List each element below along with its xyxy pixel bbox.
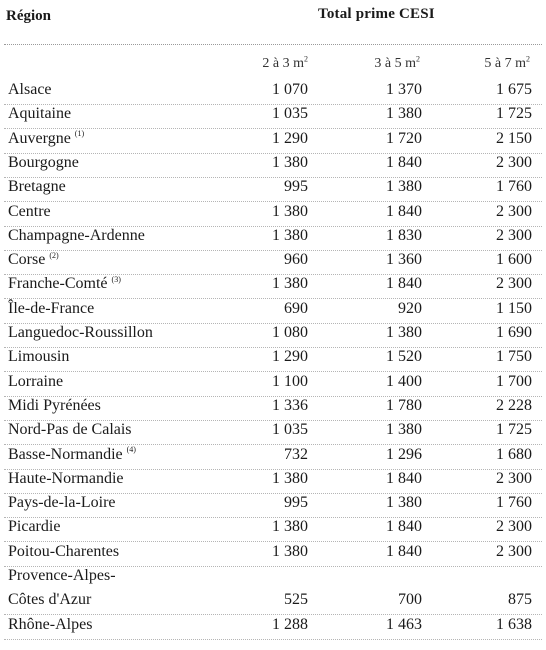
region-label: Languedoc-Roussillon: [8, 324, 153, 341]
value-cell-col3: 2 150: [496, 129, 532, 147]
value-cell-col3: 1 750: [496, 348, 532, 366]
value-cell-col2: 1 380: [386, 421, 422, 439]
value-cell-col1: 1 100: [272, 372, 308, 390]
footnote-marker: (4): [126, 445, 136, 455]
table-row: [0, 227, 546, 251]
region-name: [8, 397, 101, 415]
value-cell-col3: 875: [508, 591, 532, 609]
value-cell-col3: 1 675: [496, 81, 532, 98]
region-label: Limousin: [8, 348, 70, 366]
region-name: [8, 421, 132, 439]
region-name: [8, 251, 59, 269]
footnote-marker: (3): [111, 275, 121, 285]
region-name: [8, 130, 84, 148]
region-label: Côtes d'Azur: [8, 591, 92, 609]
region-name: [8, 373, 63, 391]
value-cell-col1: 732: [284, 445, 308, 463]
table-row: [0, 373, 546, 397]
value-cell-col1: 1 070: [272, 81, 308, 98]
table-row: [0, 470, 546, 494]
region-label: Centre: [8, 202, 51, 220]
value-cell-col3: 1 760: [496, 494, 532, 512]
table-row: [0, 543, 546, 567]
table-row: [0, 105, 546, 129]
value-cell-col1: 1 380: [272, 153, 308, 171]
table-row: [0, 567, 546, 591]
value-cell-col2: 1 840: [386, 275, 422, 293]
region-name: [8, 178, 66, 196]
value-cell-col1: 1 336: [272, 396, 308, 414]
table-row: [0, 616, 546, 640]
value-cell-col1: 1 380: [272, 275, 308, 293]
region-label: Picardie: [8, 518, 61, 536]
region-name: [8, 154, 79, 172]
value-cell-col3: 1 638: [496, 615, 532, 633]
value-cell-col2: 1 463: [386, 615, 422, 633]
region-label: Alsace: [8, 81, 52, 98]
region-name: [8, 227, 145, 245]
region-name: [8, 616, 92, 634]
value-cell-col1: 690: [284, 299, 308, 317]
value-cell-col2: 1 370: [386, 81, 422, 98]
value-cell-col3: 2 300: [496, 542, 532, 560]
region-name: [8, 324, 153, 342]
region-label: Île-de-France: [8, 299, 95, 317]
region-label: Lorraine: [8, 372, 64, 390]
header-rule: [4, 44, 542, 45]
region-name: [8, 203, 51, 221]
table-row: [0, 300, 546, 324]
region-name: [8, 275, 121, 293]
value-cell-col2: 1 840: [386, 469, 422, 487]
col-header-3-sup: 2: [526, 54, 530, 64]
value-cell-col1: 995: [284, 178, 308, 196]
col-header-3: [470, 56, 530, 72]
value-cell-col3: 2 300: [496, 275, 532, 293]
value-cell-col2: 920: [398, 299, 422, 317]
value-cell-col2: 1 296: [386, 445, 422, 463]
value-cell-col2: 1 380: [386, 105, 422, 123]
value-cell-col2: 700: [398, 591, 422, 609]
value-cell-col3: 1 150: [496, 299, 532, 317]
value-cell-col1: 1 290: [272, 129, 308, 147]
value-cell-col2: 1 840: [386, 518, 422, 536]
region-name: [8, 446, 136, 464]
table-row: [0, 348, 546, 372]
value-cell-col1: 1 290: [272, 348, 308, 366]
value-cell-col1: 1 035: [272, 105, 308, 123]
col-header-1-label: 2 à 3 m: [262, 56, 304, 71]
value-cell-col1: 995: [284, 494, 308, 512]
value-cell-col2: 1 400: [386, 372, 422, 390]
value-cell-col3: 1 680: [496, 445, 532, 463]
value-cell-col2: 1 840: [386, 542, 422, 560]
region-label: Bretagne: [8, 178, 66, 196]
table-row: [0, 324, 546, 348]
col-header-1: [250, 56, 308, 72]
value-cell-col1: 1 380: [272, 518, 308, 536]
region-label: Bourgogne: [8, 153, 79, 171]
region-label: Rhône-Alpes: [8, 615, 93, 633]
table-row: [0, 81, 546, 105]
region-label: Midi Pyrénées: [8, 396, 101, 414]
total-prime-header: Total prime CESI: [318, 6, 435, 22]
region-label: Franche-Comté: [8, 275, 108, 293]
region-name: [8, 591, 91, 609]
col-header-2: [362, 56, 420, 72]
value-cell-col2: 1 840: [386, 202, 422, 220]
region-name: [8, 494, 116, 512]
value-cell-col1: 525: [284, 591, 308, 609]
value-cell-col1: 960: [284, 251, 308, 269]
value-cell-col2: 1 780: [386, 396, 422, 414]
value-cell-col1: 1 080: [272, 324, 308, 341]
table-row: [0, 203, 546, 227]
region-name: [8, 518, 60, 536]
region-label: Basse-Normandie: [8, 445, 123, 463]
table-row: [0, 275, 546, 299]
value-cell-col2: 1 380: [386, 324, 422, 341]
value-cell-col3: 2 300: [496, 518, 532, 536]
value-cell-col3: 2 300: [496, 469, 532, 487]
table-row: [0, 130, 546, 154]
col-header-2-sup: 2: [416, 54, 420, 64]
region-name: [8, 81, 52, 99]
region-name: [8, 300, 94, 318]
footnote-marker: (2): [49, 250, 59, 260]
region-label: Auvergne: [8, 129, 71, 147]
table-row: [0, 446, 546, 470]
value-cell-col3: 1 760: [496, 178, 532, 196]
region-name: [8, 567, 116, 585]
value-cell-col3: 1 725: [496, 105, 532, 123]
region-name: [8, 348, 69, 366]
region-label: Pays-de-la-Loire: [8, 494, 116, 512]
table-row: [0, 397, 546, 421]
value-cell-col2: 1 830: [386, 226, 422, 244]
value-cell-col3: 1 600: [496, 251, 532, 269]
table-row: [0, 178, 546, 202]
table-row: [0, 421, 546, 445]
value-cell-col1: 1 380: [272, 469, 308, 487]
value-cell-col2: 1 840: [386, 153, 422, 171]
table-row: [0, 154, 546, 178]
table-row: [0, 518, 546, 542]
table-row: [0, 251, 546, 275]
value-cell-col1: 1 380: [272, 226, 308, 244]
value-cell-col2: 1 360: [386, 251, 422, 269]
region-label: Champagne-Ardenne: [8, 226, 145, 244]
value-cell-col2: 1 380: [386, 494, 422, 512]
region-label: Poitou-Charentes: [8, 542, 120, 560]
value-cell-col2: 1 520: [386, 348, 422, 366]
value-cell-col3: 1 690: [496, 324, 532, 341]
col-header-1-sup: 2: [304, 54, 308, 64]
value-cell-col1: 1 035: [272, 421, 308, 439]
value-cell-col1: 1 288: [272, 615, 308, 633]
value-cell-col3: 1 700: [496, 372, 532, 390]
region-name: [8, 543, 119, 561]
footnote-marker: (1): [74, 129, 85, 139]
value-cell-col2: 1 380: [386, 178, 422, 196]
region-label: Provence-Alpes-: [8, 567, 116, 584]
value-cell-col3: 2 300: [496, 153, 532, 171]
region-name: [8, 105, 71, 123]
col-header-2-label: 3 à 5 m: [374, 56, 416, 71]
region-column-header: Région: [6, 8, 51, 24]
region-label: Haute-Normandie: [8, 469, 124, 487]
value-cell-col3: 2 300: [496, 202, 532, 220]
value-cell-col1: 1 380: [272, 202, 308, 220]
col-header-3-label: 5 à 7 m: [484, 56, 526, 71]
value-cell-col1: 1 380: [272, 542, 308, 560]
value-cell-col3: 2 228: [496, 396, 532, 414]
row-divider: [4, 639, 542, 640]
region-label: Nord-Pas de Calais: [8, 421, 132, 439]
value-cell-col3: 2 300: [496, 226, 532, 244]
region-name: [8, 470, 124, 488]
value-cell-col2: 1 720: [386, 129, 422, 147]
region-label: Corse: [8, 251, 46, 269]
value-cell-col3: 1 725: [496, 421, 532, 439]
table-row: [0, 494, 546, 518]
region-label: Aquitaine: [8, 105, 72, 123]
table-row: [0, 591, 546, 615]
